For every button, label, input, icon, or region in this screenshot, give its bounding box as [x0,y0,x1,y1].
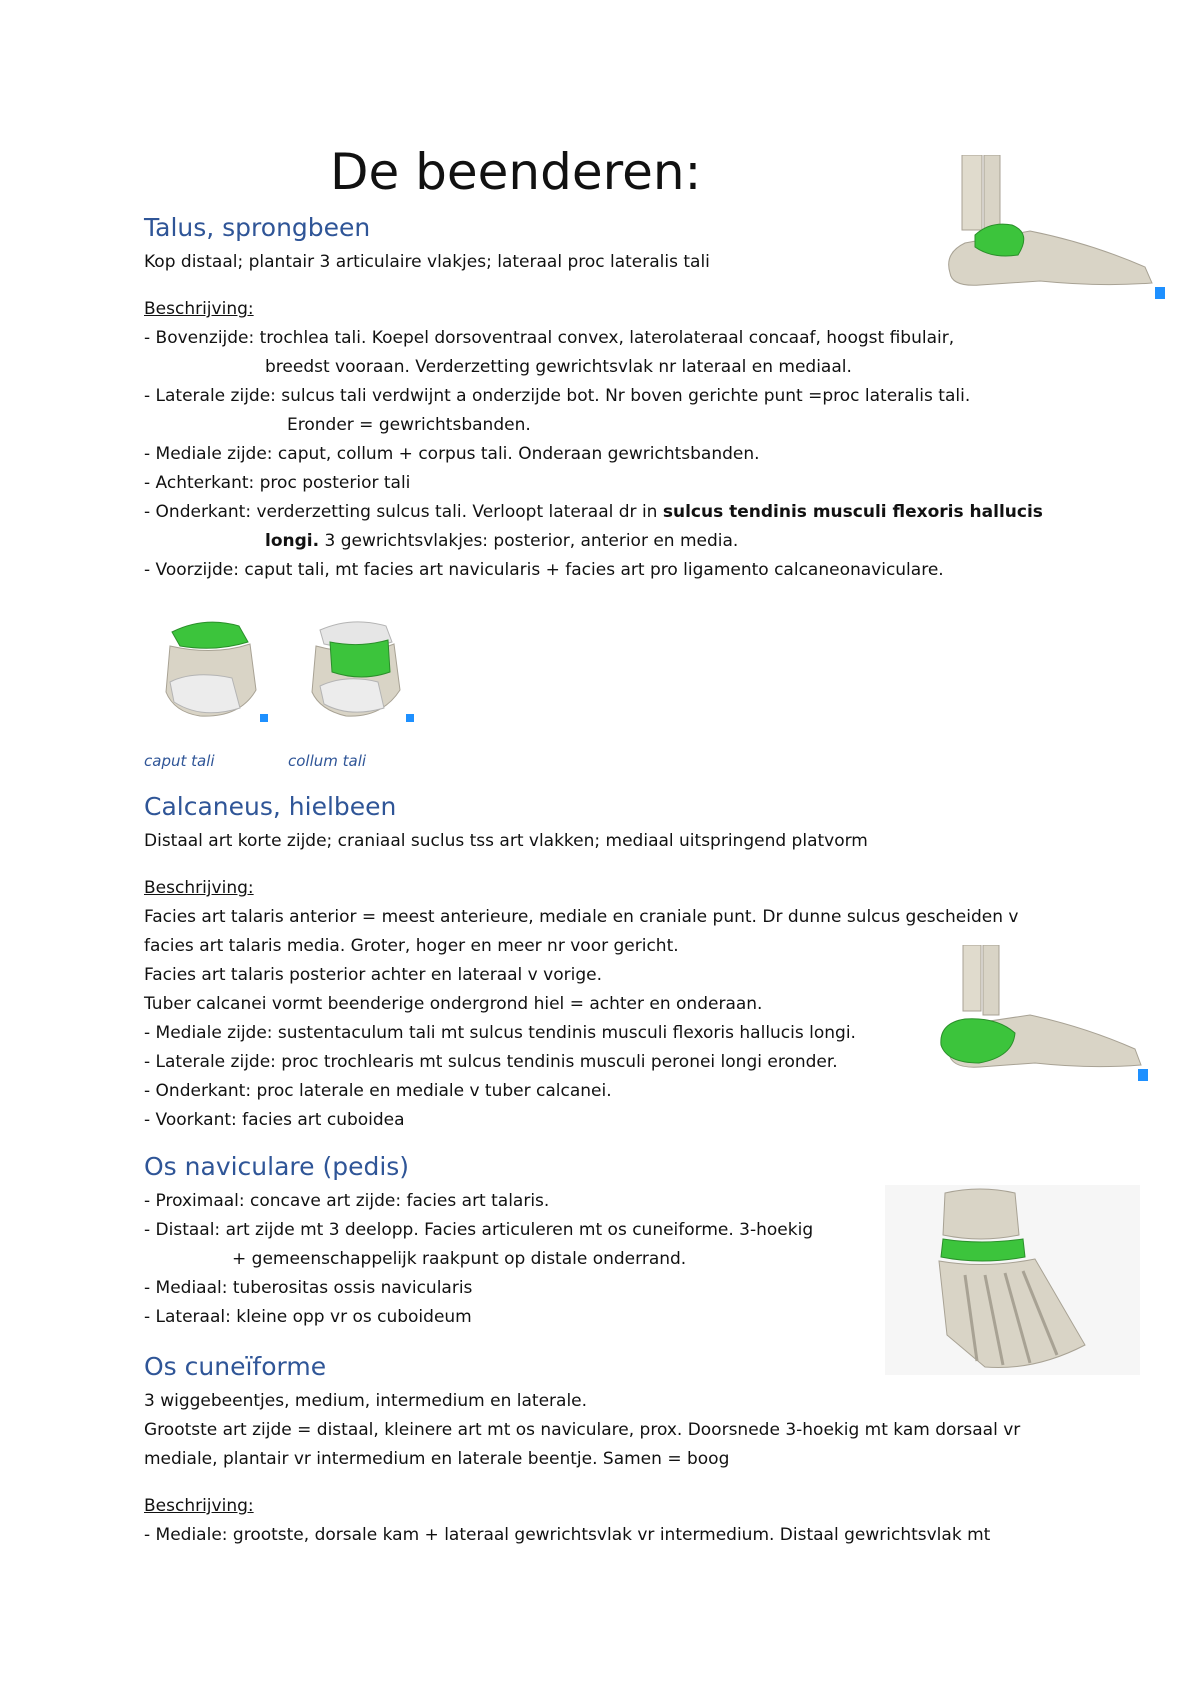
image-badge-icon [1155,287,1165,299]
cuneiforme-line-4: - Mediale: grootste, dorsale kam + lateraal gewrichtsvlak vr intermedium. Distaal gewrichtsvlak mt [144,1525,991,1545]
calcaneus-line-1: Facies art talaris anterior = meest anterieure, mediale en craniale punt. Dr dunne sulcus gescheiden v [144,907,1019,927]
talus-intro: Kop distaal; plantair 3 articulaire vlakjes; lateraal proc lateralis tali [144,252,710,272]
calcaneus-line-6: - Laterale zijde: proc trochlearis mt sulcus tendinis musculi peronei longi eronder. [144,1052,838,1072]
calcaneus-line-4: Tuber calcanei vormt beenderige ondergrond hiel = achter en onderaan. [144,994,763,1014]
talus-line-5-text: - Onderkant: verderzetting sulcus tali. Verloopt lateraal dr in [144,502,663,522]
naviculare-line-2: - Distaal: art zijde mt 3 deelopp. Facies articuleren mt os cuneiforme. 3-hoekig [144,1220,814,1240]
calcaneus-line-2: facies art talaris media. Groter, hoger en meer nr voor gericht. [144,936,679,956]
section-heading-naviculare: Os naviculare (pedis) [144,1152,410,1181]
talus-line-1b: breedst vooraan. Verderzetting gewrichtsvlak nr lateraal en mediaal. [265,357,852,377]
talus-line-3: - Mediale zijde: caput, collum + corpus tali. Onderaan gewrichtsbanden. [144,444,760,464]
talus-line-5b-bold: longi. [265,531,320,551]
talus-line-4: - Achterkant: proc posterior tali [144,473,411,493]
naviculare-line-1: - Proximaal: concave art zijde: facies art talaris. [144,1191,550,1211]
foot-dorsal-naviculare-illustration [885,1185,1140,1375]
naviculare-line-2b: + gemeenschappelijk raakpunt op distale onderrand. [232,1249,687,1269]
collum-tali-illustration [290,612,420,727]
naviculare-line-3: - Mediaal: tuberositas ossis navicularis [144,1278,473,1298]
foot-lateral-talus-illustration [940,155,1165,305]
talus-description-label: Beschrijving: [144,299,254,319]
naviculare-line-4: - Lateraal: kleine opp vr os cuboideum [144,1307,472,1327]
calcaneus-line-7: - Onderkant: proc laterale en mediale v tuber calcanei. [144,1081,612,1101]
cuneiforme-line-1: 3 wiggebeentjes, medium, intermedium en laterale. [144,1391,588,1411]
caption-collum-tali: collum tali [288,752,367,770]
talus-line-6: - Voorzijde: caput tali, mt facies art navicularis + facies art pro ligamento calcaneonaviculare. [144,560,944,580]
talus-line-2: - Laterale zijde: sulcus tali verdwijnt a onderzijde bot. Nr boven gerichte punt =proc lateralis tali. [144,386,971,406]
section-heading-talus: Talus, sprongbeen [144,213,371,242]
talus-line-2b: Eronder = gewrichtsbanden. [287,415,531,435]
image-badge-icon [1138,1069,1148,1081]
cuneiforme-line-3: mediale, plantair vr intermedium en laterale beentje. Samen = boog [144,1449,730,1469]
cuneiforme-description-label: Beschrijving: [144,1496,254,1516]
calcaneus-line-3: Facies art talaris posterior achter en lateraal v vorige. [144,965,602,985]
page-title: De beenderen: [330,143,702,201]
talus-line-5b [265,529,738,553]
talus-line-5b-text: 3 gewrichtsvlakjes: posterior, anterior en media. [319,531,739,551]
section-heading-cuneiforme: Os cuneïforme [144,1352,327,1381]
foot-lateral-calcaneus-illustration [935,945,1150,1085]
image-badge-icon [406,714,414,722]
caput-tali-illustration [144,612,274,727]
calcaneus-description-label: Beschrijving: [144,878,254,898]
section-heading-calcaneus: Calcaneus, hielbeen [144,792,397,821]
caption-caput-tali: caput tali [144,752,215,770]
calcaneus-intro: Distaal art korte zijde; craniaal suclus tss art vlakken; mediaal uitspringend platvorm [144,831,868,851]
cuneiforme-line-2: Grootste art zijde = distaal, kleinere art mt os naviculare, prox. Doorsnede 3-hoekig mt kam dorsaal vr [144,1420,1021,1440]
talus-line-5 [144,500,1043,524]
calcaneus-line-8: - Voorkant: facies art cuboidea [144,1110,405,1130]
talus-line-1: - Bovenzijde: trochlea tali. Koepel dorsoventraal convex, laterolateraal concaaf, hoogst fibulair, [144,328,955,348]
image-badge-icon [260,714,268,722]
calcaneus-line-5: - Mediale zijde: sustentaculum tali mt sulcus tendinis musculi flexoris hallucis longi. [144,1023,856,1043]
talus-line-5-bold: sulcus tendinis musculi flexoris hallucis [662,502,1043,522]
